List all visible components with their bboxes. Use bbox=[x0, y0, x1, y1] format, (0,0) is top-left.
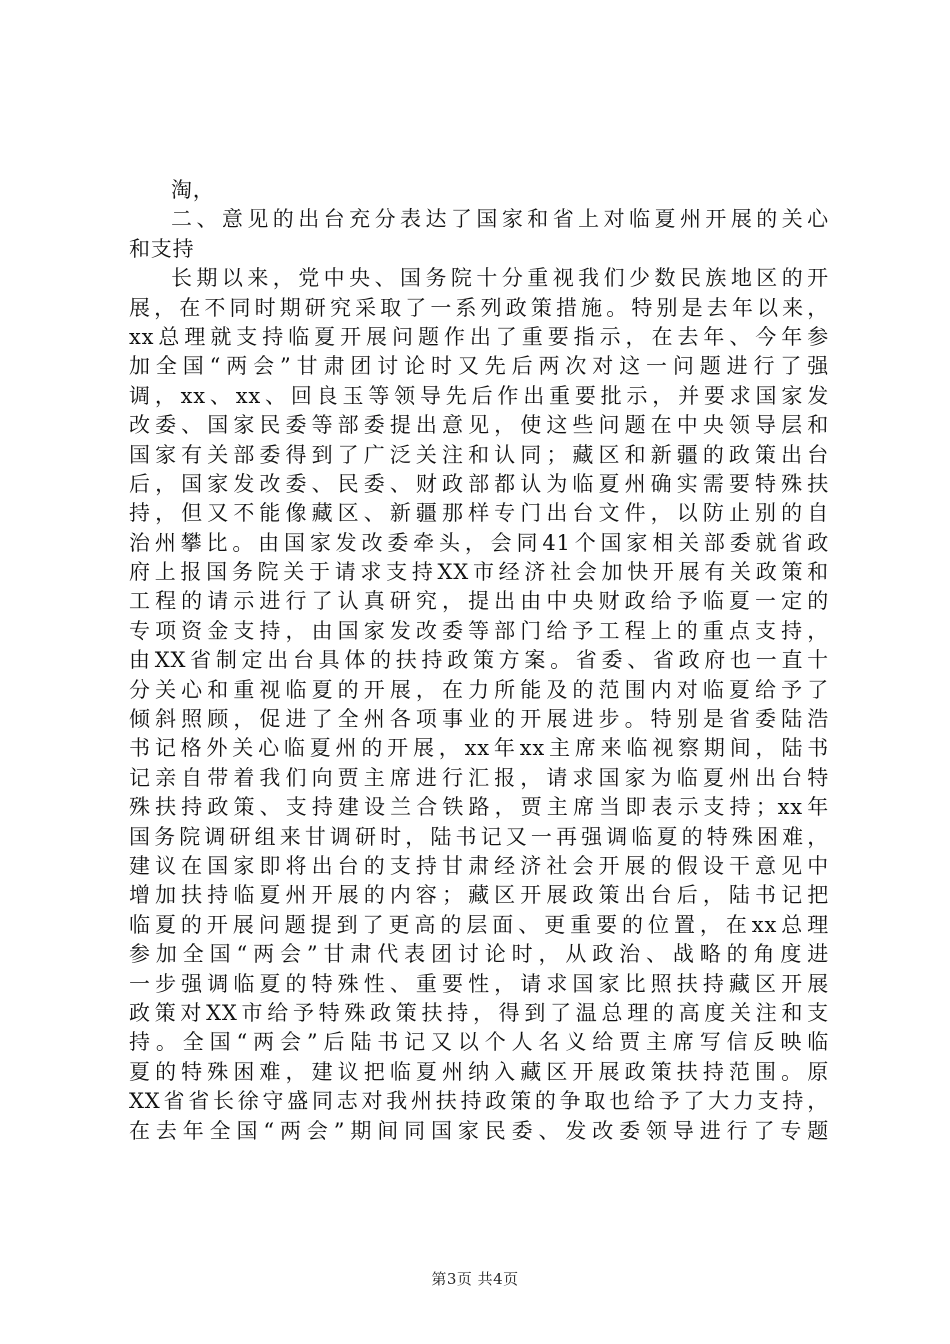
page-footer: 第3页 共4页 bbox=[431, 1270, 519, 1288]
text-line: 在去年全国“两会”期间同国家民委、发改委领导进行了专题 bbox=[129, 1118, 829, 1143]
text-line: 分关心和重视临夏的开展，在力所能及的范围内对临夏给予了 bbox=[129, 677, 829, 702]
text-line: 工程的请示进行了认真研究，提出由中央财政给予临夏一定的 bbox=[129, 589, 829, 614]
text-line: 国家有关部委得到了广泛关注和认同；藏区和新疆的政策出台 bbox=[129, 442, 829, 467]
text-line: 改委、国家民委等部委提出意见，使这些问题在中央领导层和 bbox=[129, 413, 829, 438]
text-line: xx总理就支持临夏开展问题作出了重要指示，在去年、今年参 bbox=[129, 324, 829, 349]
text-line: 二、意见的出台充分表达了国家和省上对临夏州开展的关心 bbox=[171, 207, 829, 232]
text-line: 书记格外关心临夏州的开展，xx年xx主席来临视察期间，陆书 bbox=[129, 736, 829, 761]
text-line: 殊扶持政策、支持建设兰合铁路，贾主席当即表示支持；xx年 bbox=[129, 795, 829, 820]
text-line: 建议在国家即将出台的支持甘肃经济社会开展的假设干意见中 bbox=[129, 853, 829, 878]
text-line: 府上报国务院关于请求支持XX市经济社会加快开展有关政策和 bbox=[129, 560, 829, 585]
text-line: 加全国“两会”甘肃团讨论时又先后两次对这一问题进行了强 bbox=[129, 354, 829, 379]
document-body bbox=[129, 176, 829, 1146]
text-line: 参加全国“两会”甘肃代表团讨论时，从政治、战略的角度进 bbox=[129, 942, 829, 967]
text-line: 后，国家发改委、民委、财政部都认为临夏州确实需要特殊扶 bbox=[129, 471, 829, 496]
text-line: 和支持 bbox=[129, 236, 195, 261]
text-line: XX省省长徐守盛同志对我州扶持政策的争取也给予了大力支持， bbox=[129, 1089, 829, 1114]
text-line: 展，在不同时期研究采取了一系列政策措施。特别是去年以来， bbox=[129, 295, 829, 320]
text-line: 倾斜照顾，促进了全州各项事业的开展进步。特别是省委陆浩 bbox=[129, 707, 829, 732]
text-line: 长期以来，党中央、国务院十分重视我们少数民族地区的开 bbox=[171, 266, 829, 291]
text-line: 持。全国“两会”后陆书记又以个人名义给贾主席写信反映临 bbox=[129, 1030, 829, 1055]
text-line: 治州攀比。由国家发改委牵头，会同41个国家相关部委就省政 bbox=[129, 530, 829, 555]
text-line: 持，但又不能像藏区、新疆那样专门出台文件，以防止别的自 bbox=[129, 501, 829, 526]
text-line: 由XX省制定出台具体的扶持政策方案。省委、省政府也一直十 bbox=[129, 648, 829, 673]
text-line: 调，xx、xx、回良玉等领导先后作出重要批示，并要求国家发 bbox=[129, 383, 829, 408]
text-line: 增加扶持临夏州开展的内容；藏区开展政策出台后，陆书记把 bbox=[129, 883, 829, 908]
text-line: 夏的特殊困难，建议把临夏州纳入藏区开展政策扶持范围。原 bbox=[129, 1059, 829, 1084]
text-line: 临夏的开展问题提到了更高的层面、更重要的位置，在xx总理 bbox=[129, 912, 829, 937]
text-line: 专项资金支持，由国家发改委等部门给予工程上的重点支持， bbox=[129, 618, 829, 643]
text-line: 记亲自带着我们向贾主席进行汇报，请求国家为临夏州出台特 bbox=[129, 765, 829, 790]
text-line: 国务院调研组来甘调研时，陆书记又一再强调临夏的特殊困难， bbox=[129, 824, 829, 849]
text-line: 政策对XX市给予特殊政策扶持，得到了温总理的高度关注和支 bbox=[129, 1000, 829, 1025]
text-line: 一步强调临夏的特殊性、重要性，请求国家比照扶持藏区开展 bbox=[129, 971, 829, 996]
text-line: 淘， bbox=[171, 178, 215, 202]
